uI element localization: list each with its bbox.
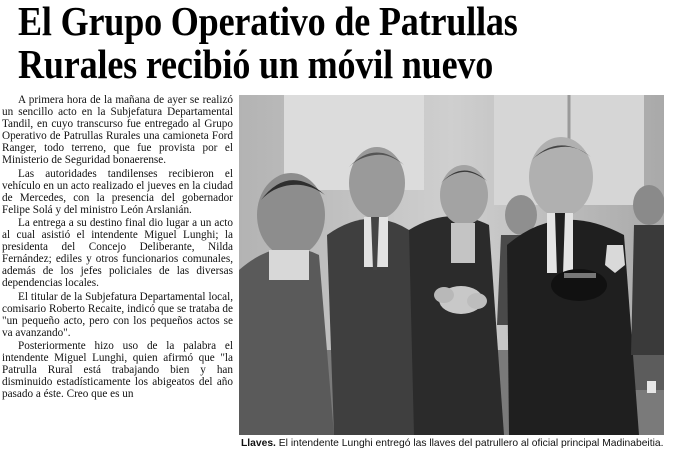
caption-label: Llaves.	[241, 438, 276, 449]
article-paragraph: A primera hora de la mañana de ayer se realizó un sencillo acto en la Subjefatura Departamental Tandil, en cuyo transcurso fue entregado al Grupo Operativo de Patrullas Rurales una camioneta Ford Ranger, todo terreno, que fue provista por el Ministerio de Seguridad bonaerense.	[2, 94, 233, 167]
article-paragraph: Posteriormente hizo uso de la palabra el intendente Miguel Lunghi, quien afirmó que "la Patrulla Rural está trabajando bien y han disminuido estadísticamente los abigeatos del año pasado a éste. Creo que es un	[2, 339, 233, 401]
headline	[18, 0, 599, 86]
article-body	[2, 94, 233, 472]
caption-text: El intendente Lunghi entregó las llaves del patrullero al oficial principal Madinabeitia.	[278, 438, 664, 449]
photo-illustration	[239, 95, 664, 435]
photo-caption	[241, 438, 671, 450]
headline-line-1: El Grupo Operativo de Patrullas	[18, 0, 518, 44]
news-photo	[239, 95, 664, 435]
article-paragraph: El titular de la Subjefatura Departamental local, comisario Roberto Recaite, indicó que se trataba de "un pequeño acto, pero con los pequeños actos se va avanzando".	[2, 290, 233, 339]
article-paragraph: Las autoridades tandilenses recibieron el vehículo en un acto realizado el jueves en la ciudad de Mercedes, con la presencia del gobernador Felipe Solá y del ministro León Arslanián.	[2, 167, 233, 216]
headline-line-2: Rurales recibió un móvil nuevo	[18, 41, 494, 87]
article-paragraph: La entrega a su destino final dio lugar a un acto al cual asistió el intendente Miguel Lunghi; la presidenta del Concejo Deliberante, Nilda Fernández; ediles y otros funcionarios comunales, además de los jefes policiales de las diversas dependencias locales.	[2, 216, 233, 290]
